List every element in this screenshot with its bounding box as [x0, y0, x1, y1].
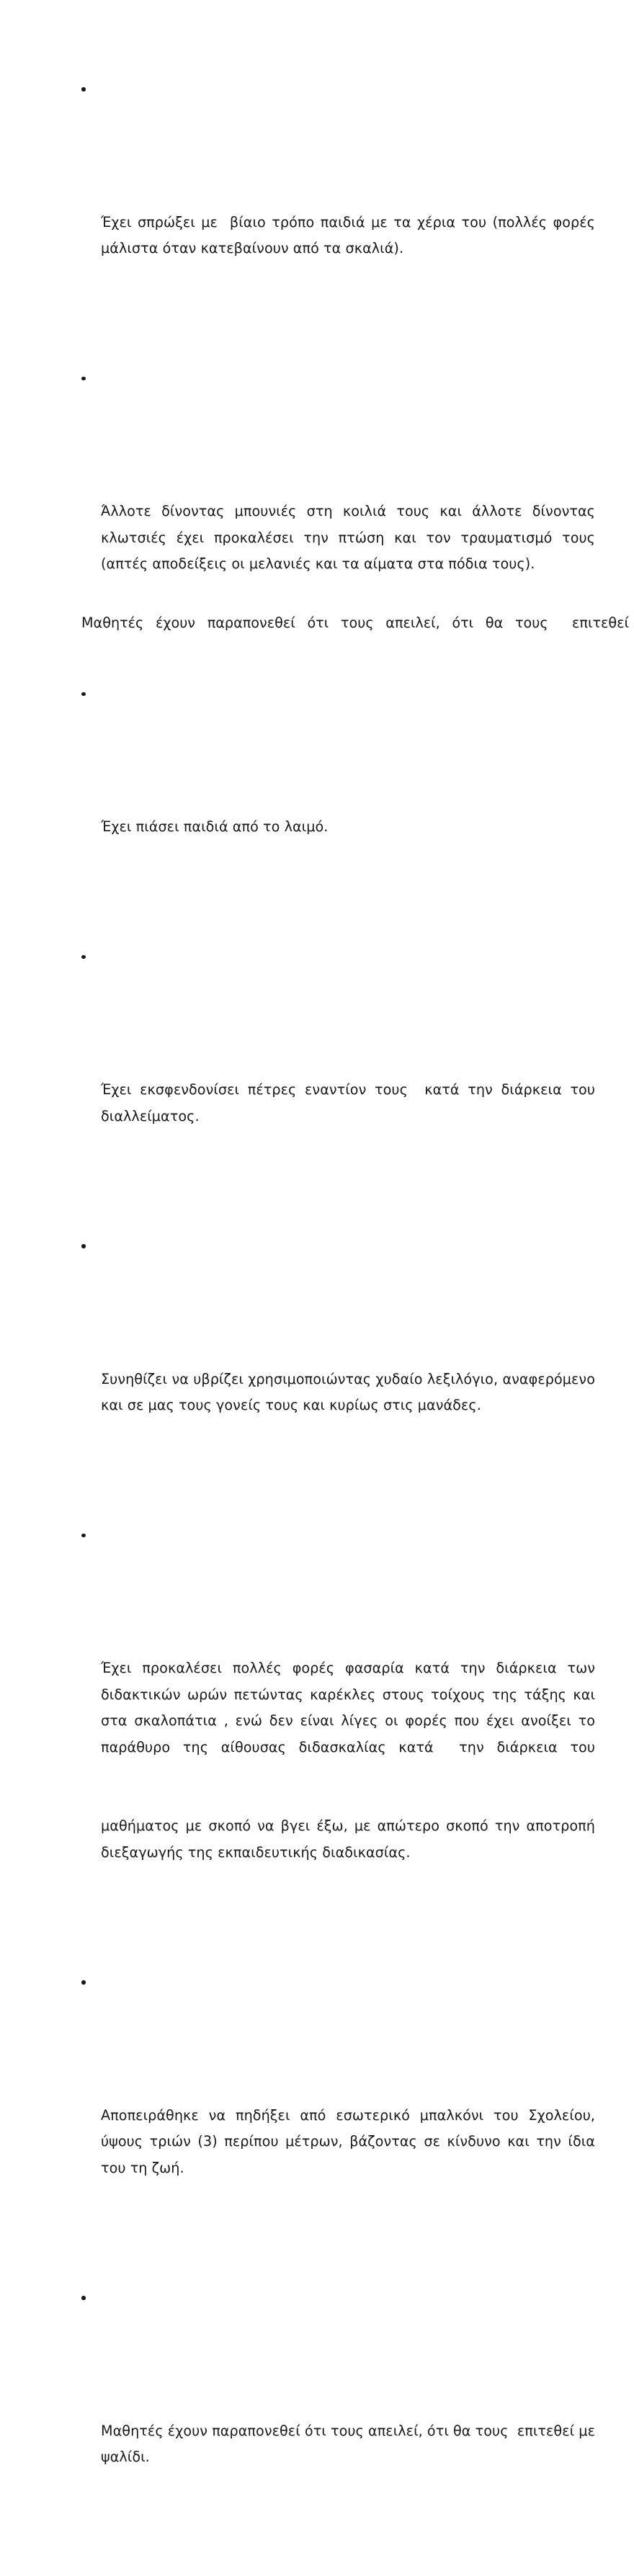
document-body [81, 78, 600, 2576]
list-item [81, 1971, 600, 2286]
list-item-segment: Μαθητές έχουν παραπονεθεί ότι τους απειλεί, ότι θα τους επιτεθεί με ψαλίδι. [101, 2422, 600, 2465]
list-item-segment: μαθήματος με σκοπό να βγει έξω, με απώτερο σκοπό την αποτροπή διεξαγωγής της εκπαιδευτικής διαδικασίας. [101, 1817, 600, 1861]
bullet-point-icon [81, 683, 93, 710]
list-item-text [101, 446, 600, 630]
list-item-segment: Έχει προκαλέσει πολλές φορές φασαρία κατά την διάρκεια των διδακτικών ωρών πετώντας καρέκλες στους τοίχους της τάξης και στα σκαλοπάτια , ενώ δεν είναι λίγες οι φορές που έχει ανοίξει το παράθυρο της αίθουσας διδασκαλίας κατά την διάρκεια του [101, 1660, 600, 1756]
list-item-text [101, 761, 595, 893]
clipped-bottom-line-text: Μαθητές έχουν παραπονεθεί ότι τους απειλεί, ότι θα τους επιτεθεί [81, 614, 629, 631]
list-item-segment: Έχει εκσφενδονίσει πέτρες εναντίον τους κατά την διάρκεια του διαλλείματος. [101, 1081, 600, 1124]
bullet-point-icon [81, 946, 93, 972]
list-item-text [101, 1314, 600, 1472]
list-item-text [101, 157, 600, 315]
list-item-segment: Αποπειράθηκε να πηδήξει από εσωτερικό μπαλκόνι του Σχολείου, ύψους τριών (3) περίπου μέτρων, βάζοντας σε κίνδυνο και την ίδια του τη ζωή. [101, 2106, 600, 2176]
bullet-point-icon [81, 1524, 93, 1551]
bullet-list [81, 78, 600, 2576]
list-item-segment: Συνηθίζει να υβρίζει χρησιμοποιώντας χυδαίο λεξιλόγιο, αναφερόμενο και σε μας τους γονείς τους και κυρίως στις μανάδες. [101, 1370, 600, 1413]
clipped-bottom-line [81, 612, 629, 630]
list-item [81, 683, 595, 946]
bullet-point-icon [81, 78, 93, 104]
bullet-point-icon [81, 1235, 93, 1261]
list-item-text [101, 2366, 600, 2523]
bullet-point-icon [81, 2286, 93, 2313]
list-item-segment: Άλλοτε δίνοντας μπουνιές στη κοιλιά τους και άλλοτε δίνοντας κλωτσιές έχει προκαλέσει την πτώση και τον τραυματισμό τους (απτές αποδείξεις οι μελανιές και τα αίματα στα πόδια τους). [101, 503, 600, 572]
list-item-text [101, 1603, 600, 1918]
list-item [81, 78, 600, 367]
list-item-segment: Έχει σπρώξει με βίαιο τρόπο παιδιά με τα χέρια του (πολλές φορές μάλιστα όταν κατεβαίνουν από τα σκαλιά). [101, 213, 600, 256]
list-item [81, 2286, 600, 2576]
list-item [81, 1524, 600, 1972]
list-item [81, 1235, 600, 1524]
list-item-segment: Έχει πιάσει παιδιά από το λαιμό. [101, 818, 329, 835]
bullet-point-icon [81, 1971, 93, 1998]
list-item [81, 946, 600, 1235]
list-item-text [101, 1024, 600, 1182]
list-item-text [101, 2050, 600, 2235]
bullet-point-icon [81, 367, 93, 394]
